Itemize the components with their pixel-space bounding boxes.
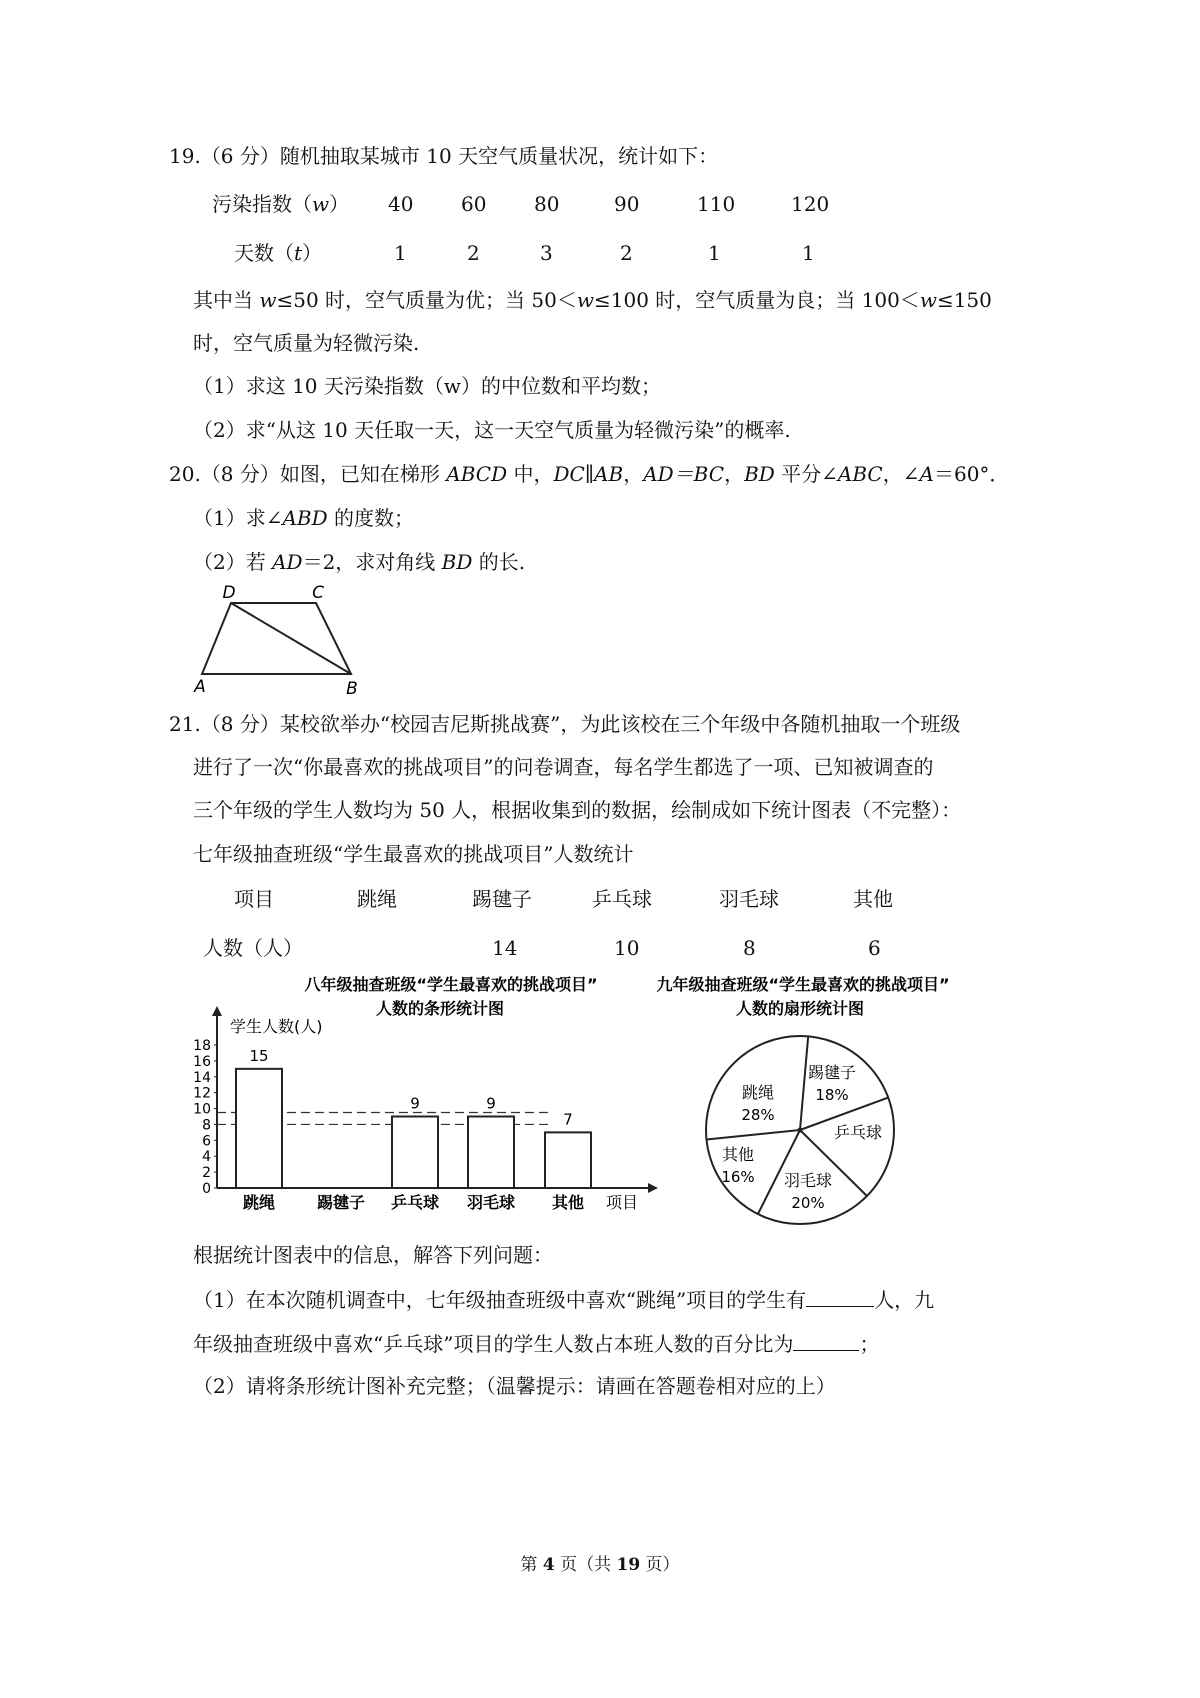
y-tick-label: 10 [193, 1101, 211, 1118]
bar-data-label: 7 [563, 1110, 573, 1129]
label-a: A [194, 677, 206, 697]
bar [392, 1117, 438, 1189]
pie-slice-percent: 16% [721, 1168, 755, 1186]
q19-row1-value: 80 [534, 192, 560, 216]
category-label: 其他 [551, 1193, 585, 1212]
y-tick-label: 18 [193, 1038, 211, 1054]
pie-slice-label: 其他 [721, 1145, 755, 1164]
q21-after-text: 根据统计图表中的信息，解答下列问题： [193, 1243, 553, 1267]
q19-number: 19. [169, 144, 201, 168]
category-label: 乒乓球 [390, 1193, 440, 1212]
q19-row1-value: 60 [461, 192, 487, 216]
q19-score: （6 分） [200, 144, 280, 168]
q19-row1-value: 40 [388, 192, 414, 216]
label-b: B [346, 679, 358, 699]
q19-row1-label: 污染指数（w） [212, 192, 350, 216]
y-tick-label: 6 [202, 1133, 211, 1150]
label-d: D [222, 583, 236, 603]
q21-count: 14 [492, 936, 518, 960]
q21-stem-line2: 进行了一次“你最喜欢的挑战项目”的问卷调查，每名学生都选了一项、已知被调查的 [193, 755, 934, 779]
q19-condition: 其中当 w≤50 时，空气质量为优；当 50＜w≤100 时，空气质量为良；当 100＜w≤150 [193, 288, 992, 312]
bar-chart-ylabel: 学生人数(人) [230, 1017, 323, 1036]
q20-stem: 20.（8 分）如图，已知在梯形 ABCD 中，DC∥AB，AD＝BC，BD 平分∠ABC，∠A＝60°． [169, 462, 1010, 486]
y-tick-label: 16 [193, 1053, 211, 1070]
q21-count: 8 [743, 936, 756, 960]
bar-chart-title: 八年级抽查班级“学生最喜欢的挑战项目” [304, 975, 598, 994]
page-total: 19 [616, 1555, 641, 1575]
q21-stem-line3: 三个年级的学生人数均为 50 人，根据收集到的数据，绘制成如下统计图表（不完整）： [193, 798, 962, 822]
pie-chart [620, 970, 990, 1235]
q21-item: 其他 [853, 887, 893, 911]
pie-slice-percent: 18% [815, 1086, 849, 1104]
page-number: 4 [542, 1555, 555, 1575]
q21-item: 羽毛球 [719, 887, 779, 911]
bar-data-label: 9 [486, 1094, 496, 1113]
y-tick-label: 8 [202, 1117, 211, 1134]
q19-row2-value: 1 [708, 241, 721, 265]
bar-data-label: 15 [249, 1046, 269, 1065]
q21-part1-line1: （1）在本次随机调查中，七年级抽查班级中喜欢“跳绳”项目的学生有 人，九 [193, 1288, 935, 1312]
q21-count-label: 人数（人） [203, 936, 303, 960]
q19-row2-value: 2 [620, 241, 633, 265]
q19-row1-value: 120 [791, 192, 830, 216]
trapezoid-figure [190, 578, 370, 698]
bar-layer [193, 1006, 658, 1212]
q19-part1: （1）求这 10 天污染指数（w）的中位数和平均数； [193, 374, 662, 398]
bar-chart-subtitle: 人数的条形统计图 [375, 999, 505, 1018]
q21-item: 跳绳 [357, 887, 397, 911]
q21-item: 乒乓球 [592, 887, 652, 911]
q21-count: 6 [868, 936, 881, 960]
q21-part2: （2）请将条形统计图补充完整；（温馨提示：请画在答题卷相对应的上） [193, 1374, 836, 1398]
bar-chart-xlabel: 项目 [606, 1193, 639, 1212]
q21-part1-line2: 年级抽查班级中喜欢“乒乓球”项目的学生人数占本班人数的百分比为 ； [193, 1332, 880, 1356]
bar [468, 1117, 514, 1189]
q19-row1-value: 110 [697, 192, 736, 216]
q19-stem-text: 随机抽取某城市 10 天空气质量状况，统计如下： [279, 144, 719, 168]
pie-slice-label: 乒乓球 [833, 1123, 883, 1142]
bar [545, 1132, 591, 1188]
q20-part1: （1）求∠ABD 的度数； [193, 506, 415, 530]
pie-slice-label: 跳绳 [741, 1083, 775, 1102]
pie-slice-label: 踢毽子 [807, 1063, 857, 1082]
answer-blank[interactable] [793, 1330, 859, 1351]
q19-row2-value: 1 [394, 241, 407, 265]
pie-center-dot [798, 1128, 803, 1133]
bar-data-label: 9 [410, 1094, 420, 1113]
trapezoid-outline [202, 603, 351, 674]
bar-chart [195, 970, 665, 1220]
page-footer: 第 4 页（共 19 页） [520, 1555, 680, 1575]
q20-part2: （2）若 AD＝2，求对角线 BD 的长. [193, 550, 526, 574]
q21-stem-line1: 21.（8 分）某校欲举办“校园吉尼斯挑战赛”，为此该校在三个年级中各随机抽取一个班级 [169, 712, 961, 736]
y-tick-label: 12 [193, 1085, 211, 1102]
q19-stem [169, 143, 718, 169]
q19-condition-line2: 时，空气质量为轻微污染. [193, 331, 420, 355]
q21-header-label: 项目 [234, 887, 274, 911]
y-axis-arrow [212, 1006, 222, 1016]
category-label: 跳绳 [242, 1193, 276, 1212]
q19-row2-value: 3 [540, 241, 553, 265]
bar [236, 1069, 282, 1188]
pie-chart-subtitle: 人数的扇形统计图 [735, 999, 865, 1018]
label-c: C [312, 583, 324, 603]
q21-item: 踢毽子 [472, 887, 532, 911]
q19-row2-label: 天数（t） [234, 241, 323, 265]
y-tick-label: 2 [202, 1165, 211, 1182]
pie-slice-percent: 20% [791, 1194, 825, 1212]
category-label: 踢毽子 [316, 1193, 366, 1212]
q19-row2-value: 2 [467, 241, 480, 265]
q19-part2: （2）求“从这 10 天任取一天，这一天空气质量为轻微污染”的概率. [193, 418, 791, 442]
pie-layer [706, 1036, 894, 1224]
pie-slice-percent: 28% [741, 1106, 775, 1124]
pie-slice-label: 羽毛球 [783, 1171, 833, 1190]
q21-table-title: 七年级抽查班级“学生最喜欢的挑战项目”人数统计 [193, 842, 634, 866]
answer-blank[interactable] [806, 1286, 874, 1307]
y-tick-label: 4 [202, 1149, 211, 1166]
q19-row2-value: 1 [802, 241, 815, 265]
q19-row1-value: 90 [614, 192, 640, 216]
category-label: 羽毛球 [466, 1193, 516, 1212]
y-tick-label: 0 [202, 1181, 211, 1197]
y-tick-label: 14 [193, 1069, 211, 1086]
q21-count: 10 [614, 936, 640, 960]
pie-chart-title: 九年级抽查班级“学生最喜欢的挑战项目” [656, 975, 950, 994]
